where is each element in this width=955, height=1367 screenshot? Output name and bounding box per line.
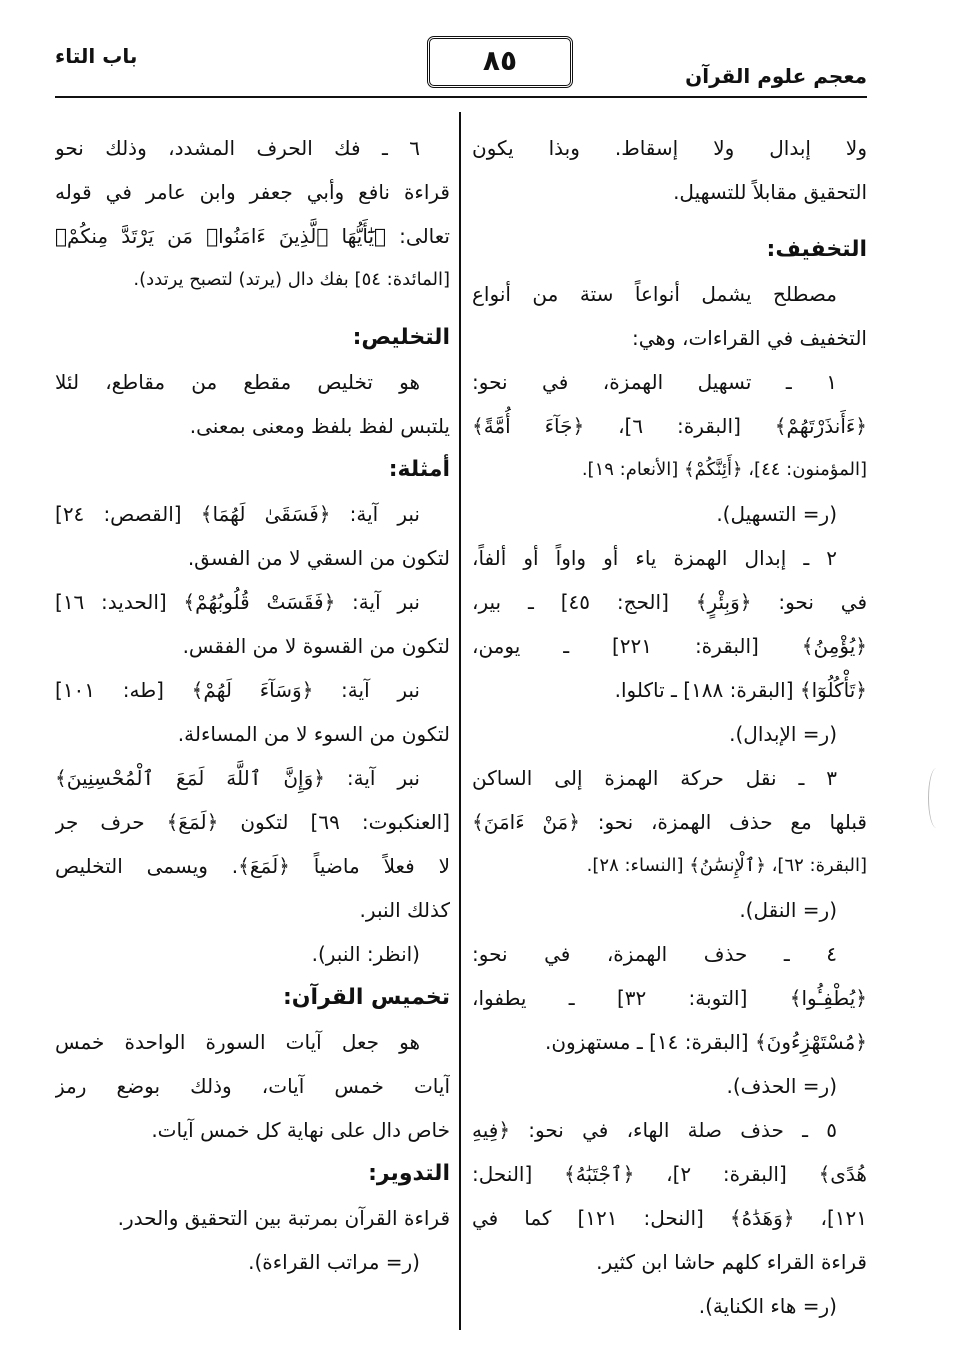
entry-heading: التدوير: <box>368 1161 450 1186</box>
text-line: التخفيف في القراءات، وهي: <box>632 326 867 350</box>
examples-heading: أمثلة: <box>388 457 450 482</box>
text-line: كذلك النبر. <box>359 898 450 922</box>
text-line: ﴿تَأْكُلُوٓا﴾ [البقرة: ١٨٨] ـ تاكلوا. <box>614 678 867 702</box>
cross-reference: (ر= هاء الكناية). <box>698 1294 837 1318</box>
scan-mark <box>928 768 945 828</box>
text-line: ١ ـ تسهيل الهمزة، في نحو: <box>472 370 837 394</box>
page-number: ٨٥ <box>427 36 573 88</box>
text-line: قراءة نافع وأبي جعفر وابن عامر في قوله <box>55 180 450 204</box>
text-line: ٣ ـ نقل حركة الهمزة إلى الساكن <box>472 766 837 790</box>
text-line: تعالى: ﴿يَٰٓأَيُّهَا ٱلَّذِينَ ءَامَنُوا۟ مَن يَرْتَدَّ مِنكُمْ﴾ <box>55 224 450 248</box>
text-line: نبر آية: ﴿فَسَقَىٰ لَهُمَا﴾ [القصص: ٢٤] <box>55 502 420 526</box>
text-line: هو جعل آيات السورة الواحدة خمس <box>55 1030 420 1054</box>
text-line: لتكون من السوء لا من المساءلة. <box>177 722 450 746</box>
entry-heading: التخفيف: <box>766 237 867 262</box>
text-line: ولا إبدال ولا إسقاط. وبذا يكون <box>472 136 867 160</box>
text-line: خاص دال على نهاية كل خمس آيات. <box>151 1118 450 1142</box>
text-line: [المائدة: ٥٤] بفك دال (يرتد) لتصبح يرتدد). <box>133 269 450 290</box>
text-line: نبر آية: ﴿وَسَآءَ لَهُمْ﴾ [طه: ١٠١] <box>55 678 420 702</box>
column-divider <box>459 112 461 1330</box>
cross-reference: (انظر: النبر). <box>311 942 420 966</box>
text-line: ﴿مُسْتَهْزِءُونَ﴾ [البقرة: ١٤] ـ مستهزون. <box>544 1030 867 1054</box>
text-line: هو تخليص مقطع من مقاطع، لئلا <box>55 370 420 394</box>
cross-reference: (ر= النقل). <box>739 898 837 922</box>
cross-reference: (ر= الإبدال). <box>729 722 837 746</box>
text-line: يلتبس لفظ بلفظ ومعنى بمعنى. <box>189 414 450 438</box>
cross-reference: (ر= الحذف). <box>726 1074 837 1098</box>
text-line: ٥ ـ حذف صلة الهاء، في نحو: ﴿فِيهِ <box>472 1118 837 1142</box>
text-line: نبر آية: ﴿وَإِنَّ ٱللَّهَ لَمَعَ ٱلْمُحْسِنِينَ﴾ <box>55 766 420 790</box>
text-line: نبر آية: ﴿فَقَسَتْ قُلُوبُهُمْ﴾ [الحديد: ١٦] <box>55 590 420 614</box>
cross-reference: (ر= التسهيل). <box>716 502 837 526</box>
text-line: هُدًى﴾ [البقرة: ٢]، ﴿ٱجْتَبَٰهُ﴾ [النحل: <box>472 1162 867 1186</box>
text-line: لا فعلاً ماضياً ﴿لَمَعَ﴾. ويسمى التخليص <box>55 854 450 878</box>
text-line: ﴿ءَأَنذَرْتَهُمْ﴾ [البقرة: ٦]، ﴿جَآءَ أُمَّةً﴾ <box>472 414 867 438</box>
text-line: آيات خمس آيات، وذلك بوضع رمز <box>55 1074 450 1098</box>
cross-reference: (ر= مراتب القراءة). <box>248 1250 420 1274</box>
left-column <box>55 126 450 1284</box>
text-line: لتكون من السقي لا من الفسق. <box>187 546 450 570</box>
header-rule <box>55 96 867 98</box>
chapter-title: باب التاء <box>55 44 138 68</box>
entry-heading: تخميس القرآن: <box>282 985 450 1010</box>
text-line: ٤ ـ حذف الهمزة، في نحو: <box>472 942 837 966</box>
right-column <box>472 126 867 1328</box>
text-line: التحقيق مقابلاً للتسهيل. <box>673 180 867 204</box>
text-line: قراءة القرآن بمرتبة بين التحقيق والحدر. <box>117 1206 450 1230</box>
text-line: ٦ ـ فك الحرف المشدد، وذلك نحو <box>55 136 420 160</box>
text-line: [المؤمنون: ٤٤]، ﴿أَئِنَّكُمْ﴾ [الأنعام: ١٩]. <box>581 459 867 480</box>
text-line: لتكون من القسوة لا من الفقس. <box>182 634 450 658</box>
book-title: معجم علوم القرآن <box>685 64 867 88</box>
text-line: ﴿يُؤْمِنُ﴾ [البقرة: ٢٢١] ـ يومن، <box>472 634 867 658</box>
text-line: ١٢١]، ﴿وَهَدَٰهُ﴾ [النحل: ١٢١] كما في <box>472 1206 867 1230</box>
page-header <box>55 30 867 100</box>
text-line: مصطلح يشمل أنواعاً ستة من أنواع <box>472 282 837 306</box>
entry-heading: التخليص: <box>352 325 450 350</box>
text-line: ﴿يُطْفِـُٔوا﴾ [التوبة: ٣٢] ـ يطفوا، <box>472 986 867 1010</box>
text-line: قراءة القراء كلهم حاشا ابن كثير. <box>596 1250 867 1274</box>
text-line: قبلها مع حذف الهمزة، نحو: ﴿مَنْ ءَامَنَ﴾ <box>472 810 867 834</box>
text-line: [العنكبوت: ٦٩] لتكون ﴿لَمَعَ﴾ حرف جر <box>55 810 450 834</box>
text-line: في نحو: ﴿وَبِئْرٍ﴾ [الحج: ٤٥] ـ بير، <box>472 590 867 614</box>
text-line: ٢ ـ إبدال الهمزة ياء أو واواً أو ألفاً، <box>472 546 837 570</box>
text-line: [البقرة: ٦٢]، ﴿ٱلْإِنسَٰنُ﴾ [النساء: ٢٨]. <box>586 855 867 876</box>
